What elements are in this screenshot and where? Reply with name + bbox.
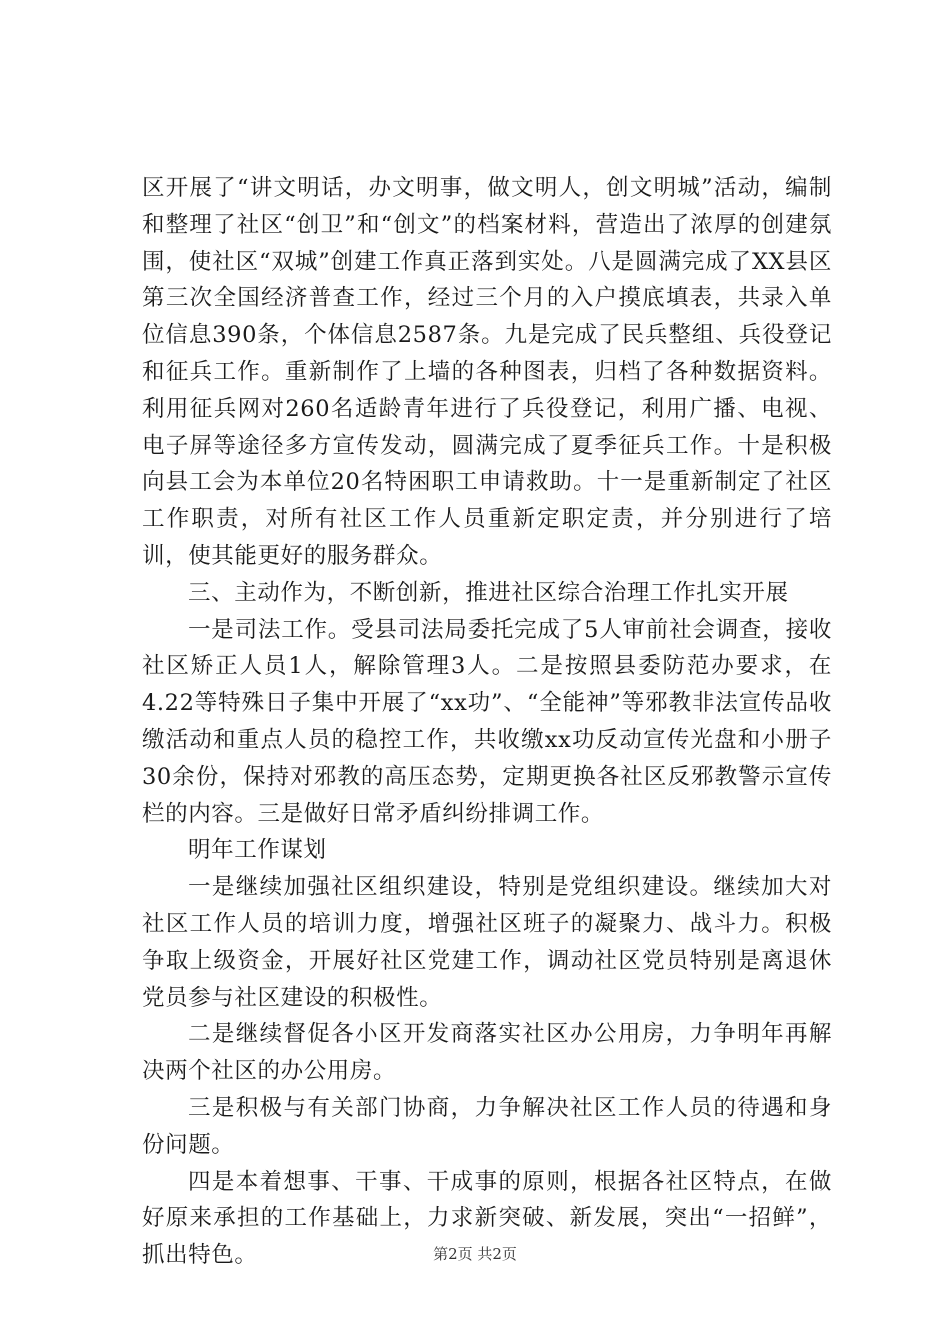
plan-item-1: 一是继续加强社区组织建设，特别是党组织建设。继续加大对社区工作人员的培训力度，增强社区班子的凝聚力、战斗力。积极争取上级资金，开展好社区党建工作，调动社区党员特别是离退休党员参与社区建设的积极性。 — [142, 874, 832, 1011]
paragraph-judicial-work: 一是司法工作。受县司法局委托完成了5人审前社会调查，接收社区矫正人员1人，解除管理3人。二是按照县委防范办要求，在4.22等特殊日子集中开展了“xx功”、“全能神”等邪教非法宣传品收缴活动和重点人员的稳控工作，共收缴xx功反动宣传光盘和小册子30余份，保持对邪教的高压态势，定期更换各社区反邪教警示宣传栏的内容。三是做好日常矛盾纠纷排调工作。 — [142, 616, 832, 827]
page-number-footer: 第2页 共2页 — [433, 1245, 517, 1263]
section-heading-3: 三、主动作为，不断创新，推进社区综合治理工作扎实开展 — [188, 579, 789, 606]
plan-item-4: 四是本着想事、干事、干成事的原则，根据各社区特点，在做好原来承担的工作基础上，力求新突破、新发展，突出“一招鲜”，抓出特色。 — [142, 1168, 832, 1269]
section-heading-next-year-plan: 明年工作谋划 — [188, 837, 327, 864]
plan-item-2: 二是继续督促各小区开发商落实社区办公用房，力争明年再解决两个社区的办公用房。 — [142, 1021, 832, 1085]
paragraph-1: 区开展了“讲文明话，办文明事，做文明人，创文明城”活动，编制和整理了社区“创卫”和“创文”的档案材料，营造出了浓厚的创建氛围，使社区“双城”创建工作真正落到实处。八是圆满完成了XX县区第三次全国经济普查工作，经过三个月的入户摸底填表，共录入单位信息390条，个体信息2587条。九是完成了民兵整组、兵役登记和征兵工作。重新制作了上墙的各种图表，归档了各种数据资料。利用征兵网对260名适龄青年进行了兵役登记，利用广播、电视、电子屏等途径多方宣传发动，圆满完成了夏季征兵工作。十是积极向县工会为本单位20名特困职工申请救助。十一是重新制定了社区工作职责，对所有社区工作人员重新定职定责，并分别进行了培训，使其能更好的服务群众。 — [142, 175, 832, 569]
plan-item-3: 三是积极与有关部门协商，力争解决社区工作人员的待遇和身份问题。 — [142, 1094, 832, 1158]
document-body — [142, 170, 832, 1274]
